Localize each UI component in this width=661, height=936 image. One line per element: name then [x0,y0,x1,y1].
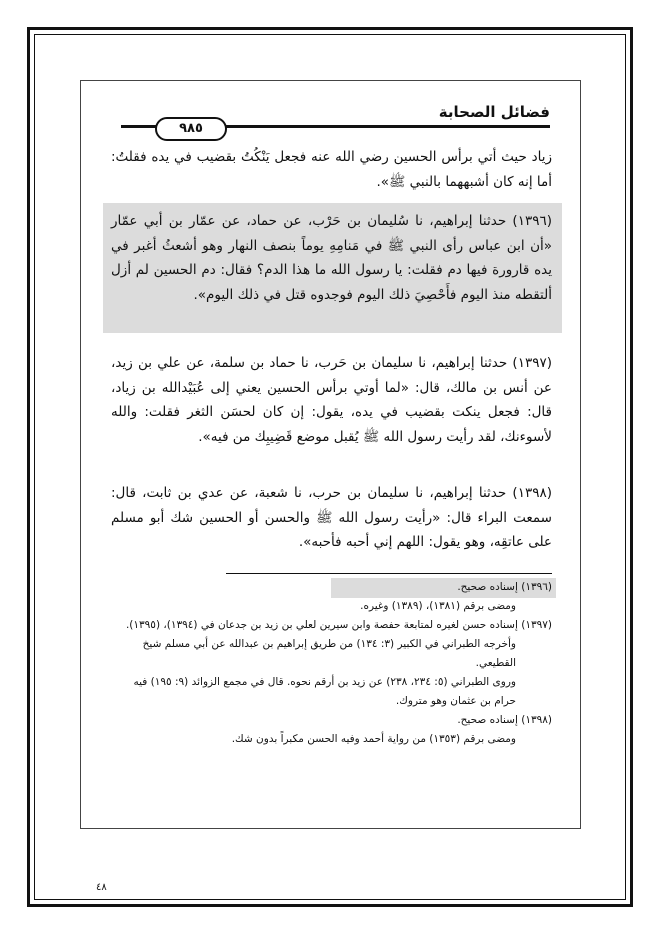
paragraph: زياد حيث أتي برأس الحسين رضي الله عنه فجعل يَنْكُتُ بقضيب في يده فقلتُ: أما إنه كان أشبههما بالنبي ﷺ». [111,149,552,190]
footnote: ومضى برقم (١٣٥٣) من رواية أحمد وفيه الحسن مكبراً بدون شك. [231,733,516,745]
footnote: (١٣٩٧) إسناده حسن لغيره لمتابعة حفصة وابن سيرين لعلي بن زيد بن جدعان في (١٣٩٤)، (١٣٩٥). [125,619,552,631]
hadith-1398 [111,481,552,555]
hadith-1397 [111,351,552,449]
footnotes [111,578,552,749]
running-header [121,103,550,135]
paragraph-continuation [111,145,552,194]
footnote: (١٣٩٦) إسناده صحيح. [457,581,552,593]
footnote: (١٣٩٨) إسناده صحيح. [457,714,552,726]
scanned-page [80,80,581,829]
footnote: ومضى برقم (١٣٨١)، (١٣٨٩) وغيره. [360,600,516,612]
page-number: ٩٨٥ [155,117,227,141]
paragraph: (١٣٩٨) حدثنا إبراهيم، نا سليمان بن حرب، نا شعبة، عن عدي بن ثابت، قال: سمعت البراء قال: «رأيت رسول الله ﷺ والحسن أو الحسين شك أبو مسلم على عاتقِه، وهو يقول: اللهم إني أحبه فأحبه». [111,485,552,550]
paragraph: (١٣٩٦) حدثنا إبراهيم، نا سُليمان بن حَرْب، عن حماد، عن عمّار بن أبي عمّار «أن ابن عباس رأى النبي ﷺ في مَنامِهِ يوماً بنصف النهار وهو أشعثُ أغبر في يده قارورة فيها دم فقلت: يا رسول الله ما هذا الدم؟ فقال: دم الحسين لم أزل ألتقطه منذ اليوم فأَحْصِيَ ذلك اليوم فوجدوه قتل في ذلك اليوم». [111,213,552,303]
footnote: وأخرجه الطبراني في الكبير (٣: ١٣٤) من طريق إبراهيم بن عبدالله عن أبي مسلم شيخ القطيعي. [142,638,516,669]
document-page-number: ٤٨ [96,882,107,893]
footnote: وروى الطبراني (٥: ٢٣٤، ٢٣٨) عن زيد بن أرقم نحوه. قال في مجمع الزوائد (٩: ١٩٥) فيه حرام بن عثمان وهو متروك. [133,676,516,707]
hadith-1396 [111,209,552,307]
running-title: فضائل الصحابة [438,103,550,121]
paragraph: (١٣٩٧) حدثنا إبراهيم، نا سليمان بن حَرب، نا حماد بن سلمة، عن علي بن زيد، عن أنس بن مالك، قال: «لما أوتي برأس الحسين يعني إلى عُبَيْدالله بن زياد، قال: فجعل ينكت بقضيب في يده، يقول: إن كان لحسَن الثغر فقلت: والله لأسوءنك، لقد رأيت رسول الله ﷺ يُقبل موضع قَضِيبِك من فيه». [111,355,552,445]
footnote-rule [226,573,552,574]
